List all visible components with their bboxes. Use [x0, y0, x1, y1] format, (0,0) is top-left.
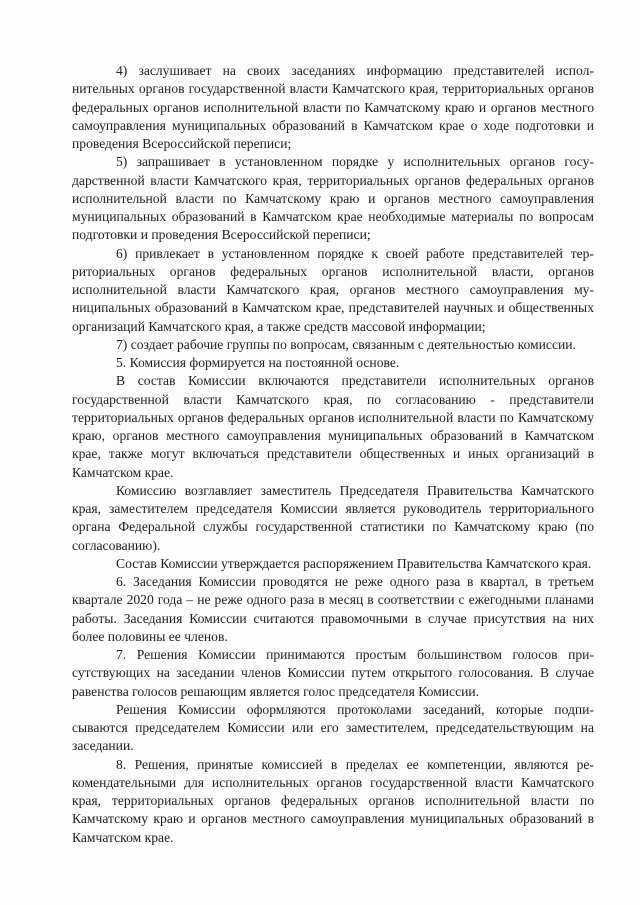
paragraph-approval: Состав Комиссии утверждается распоряжением Правительства Камчатского края. — [116, 555, 592, 571]
paragraph-section-6: 6. Заседания Комиссии проводятся не реже одного раза в квартал, в третьем квартале 2020 года – не реже одного раза в месяц в соответствии с ежегодными планами работы. Заседания Комиссии считаются правомочными в случае присутствия на них более половины ее членов. — [72, 574, 594, 644]
paragraph-section-7: 7. Решения Комиссии принимаются простым большинством голосов присутствующих на заседании членов Комиссии путем открытого голосования. В случае равенства голосов решающим является голос председателя Комиссии. — [72, 647, 594, 699]
paragraph-leadership: Комиссию возглавляет заместитель Председателя Правительства Камчатского края, заместителем председателя Комиссии является руководитель территориального органа Федеральной службы государственной статистики по Камчатскому краю (по согласованию). — [72, 482, 594, 553]
paragraph-composition: В состав Комиссии включаются представители исполнительных органов государственной власти Камчатского края, по согласованию - представители территориальных органов федеральных органов исполнительной власти по Камчатскому краю, органов местного самоуправления муниципальных образований в Камчатском крае, также могут включаться представители общественных и иных организаций в Камчатском крае. — [72, 373, 594, 480]
paragraph-item-6: 6) привлекает в установленном порядке к своей работе представителей территориальных органов федеральных органов исполнительной власти, органов исполнительной власти Камчатского края, органов местного самоуправления муниципальных образований в Камчатском крае, представителей научных и общественных организаций Камчатского края, а также средств массовой информации; — [72, 245, 594, 334]
paragraph-section-5: 5. Комиссия формируется на постоянной основе. — [116, 355, 400, 370]
paragraph-section-8: 8. Решения, принятые комиссией в пределах ее компетенции, являются рекомендательными для исполнительных органов государственной власти Камчатского края, территориальных органов федеральных органов исполнительной власти по Камчатскому краю и органов местного самоуправления муниципальных образований в Камчатском крае. — [72, 756, 594, 845]
paragraph-item-5: 5) запрашивает в установленном порядке у исполнительных органов государственной власти Камчатского края, территориальных органов федеральных органов исполнительной власти по Камчатскому краю и органов местного самоуправления муниципальных образований в Камчатском крае необходимые материалы по вопросам подготовки и проведения Всероссийской переписи; — [72, 154, 594, 243]
paragraph-protocols: Решения Комиссии оформляются протоколами заседаний, которые подписываются председателем Комиссии или его заместителем, председательствующим на заседании. — [72, 701, 594, 754]
paragraph-item-4: 4) заслушивает на своих заседаниях информацию представителей исполнительных органов государственной власти Камчатского края, территориальных органов федеральных органов исполнительной власти по Камчатскому краю и органов местного самоуправления муниципальных образований в Камчатском крае о ходе подготовки и проведения Всероссийской переписи; — [72, 63, 594, 151]
paragraph-item-7: 7) создает рабочие группы по вопросам, связанным с деятельностью комиссии. — [116, 336, 576, 352]
